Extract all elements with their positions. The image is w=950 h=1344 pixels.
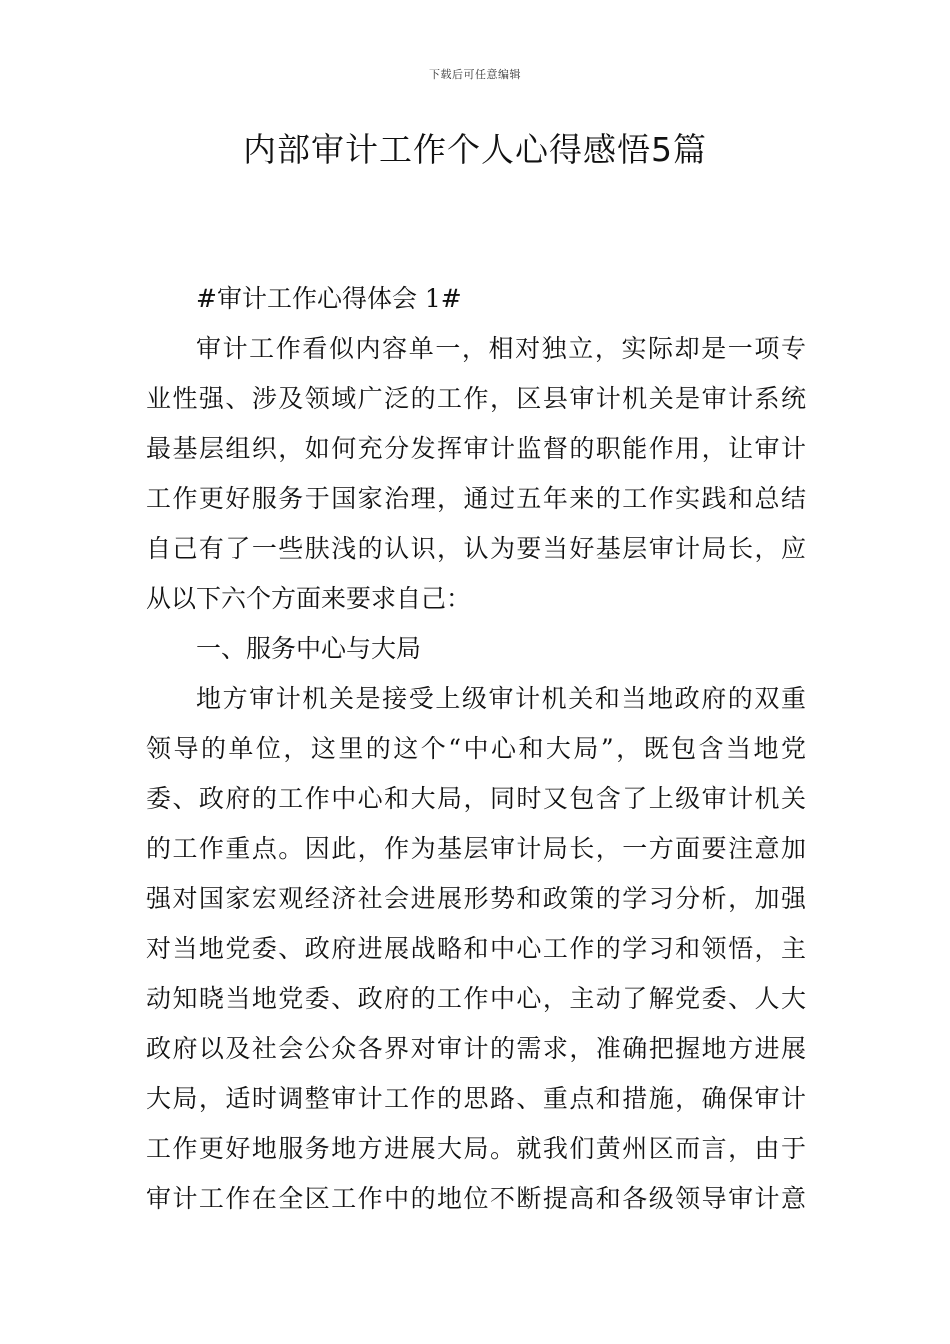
document-body xyxy=(146,274,806,1224)
paragraph-line: 最基层组织，如何充分发挥审计监督的职能作用，让审计 xyxy=(146,434,806,463)
paragraph-line: 工作更好地服务地方进展大局。就我们黄州区而言，由于 xyxy=(146,1134,806,1163)
section-heading: 一、服务中心与大局 xyxy=(196,634,422,663)
paragraph-line: 的工作重点。因此，作为基层审计局长，一方面要注意加 xyxy=(146,834,806,863)
section-heading: #审计工作心得体会 1# xyxy=(196,284,462,313)
paragraph-line: 审计工作在全区工作中的地位不断提高和各级领导审计意 xyxy=(146,1184,806,1213)
paragraph-line: 强对国家宏观经济社会进展形势和政策的学习分析，加强 xyxy=(146,884,806,913)
paragraph-line: 自己有了一些肤浅的认识，认为要当好基层审计局长，应 xyxy=(146,534,806,563)
paragraph-line: 工作更好服务于国家治理，通过五年来的工作实践和总结 xyxy=(146,484,806,513)
paragraph-line: 委、政府的工作中心和大局，同时又包含了上级审计机关 xyxy=(146,784,806,813)
paragraph-line: 动知晓当地党委、政府的工作中心，主动了解党委、人大 xyxy=(146,984,806,1013)
paragraph-line: 领导的单位，这里的这个“中心和大局”，既包含当地党 xyxy=(146,734,806,763)
paragraph-line: 业性强、涉及领域广泛的工作，区县审计机关是审计系统 xyxy=(146,384,806,413)
paragraph-line: 地方审计机关是接受上级审计机关和当地政府的双重 xyxy=(196,684,806,713)
paragraph-line: 审计工作看似内容单一，相对独立，实际却是一项专 xyxy=(196,334,806,363)
header-note: 下载后可任意编辑 xyxy=(429,68,521,81)
paragraph-line: 大局，适时调整审计工作的思路、重点和措施，确保审计 xyxy=(146,1084,806,1113)
paragraph-line: 政府以及社会公众各界对审计的需求，准确把握地方进展 xyxy=(146,1034,806,1063)
document-title: 内部审计工作个人心得感悟5篇 xyxy=(243,130,707,169)
paragraph-line: 对当地党委、政府进展战略和中心工作的学习和领悟，主 xyxy=(146,934,806,963)
paragraph-line: 从以下六个方面来要求自己： xyxy=(146,584,472,613)
